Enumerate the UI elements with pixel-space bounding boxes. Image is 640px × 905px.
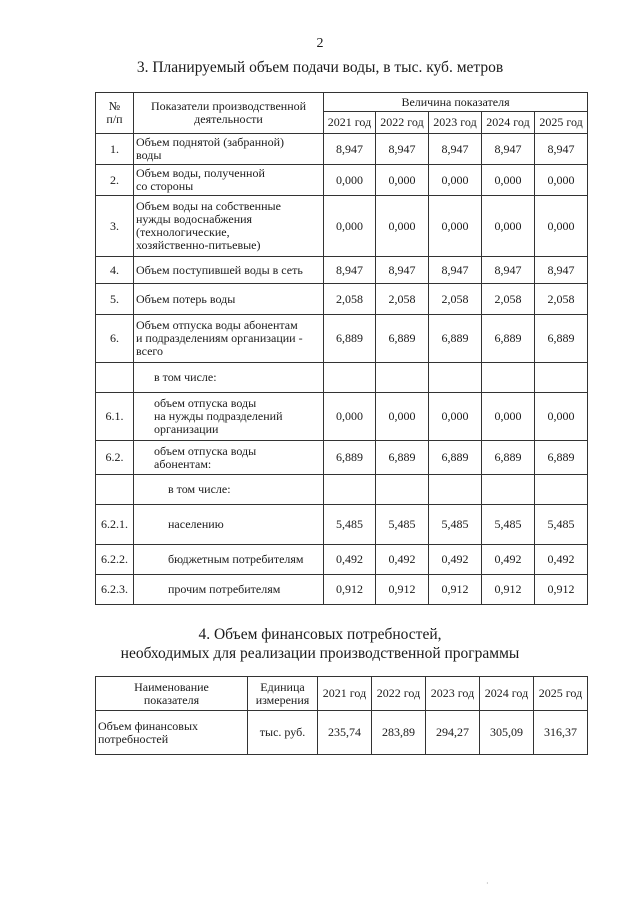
row-value: 6,889 bbox=[535, 441, 588, 475]
table-row bbox=[96, 257, 588, 284]
row-label: объем отпуска воды абонентам: bbox=[134, 441, 324, 475]
table-row bbox=[96, 575, 588, 605]
row-label: Объем воды на собственные нужды водоснабжения (технологические, хозяйственно-питьевые) bbox=[134, 196, 324, 257]
row-value bbox=[429, 475, 482, 505]
year-header: 2025 год bbox=[535, 112, 588, 134]
row-value: 5,485 bbox=[429, 505, 482, 545]
table-row bbox=[96, 315, 588, 363]
row-number: 6.1. bbox=[96, 393, 134, 441]
row-label: объем отпуска воды на нужды подразделений организации bbox=[134, 393, 324, 441]
row-value: 8,947 bbox=[535, 257, 588, 284]
year-header: 2024 год bbox=[482, 112, 535, 134]
row-value: 6,889 bbox=[482, 441, 535, 475]
row-label: бюджетным потребителям bbox=[134, 545, 324, 575]
row-value: 8,947 bbox=[376, 134, 429, 165]
row-value: 6,889 bbox=[376, 315, 429, 363]
row-number: 2. bbox=[96, 165, 134, 196]
table-row bbox=[96, 475, 588, 505]
table-row bbox=[96, 441, 588, 475]
col-unit-header: Единица измерения bbox=[248, 677, 318, 711]
row-value bbox=[324, 363, 376, 393]
year-header: 2024 год bbox=[480, 677, 534, 711]
row-value: 0,000 bbox=[535, 165, 588, 196]
table-row bbox=[96, 393, 588, 441]
row-value: 2,058 bbox=[324, 284, 376, 315]
col-no-header: № п/п bbox=[96, 93, 134, 134]
row-value: 0,912 bbox=[376, 575, 429, 605]
row-label: Объем финансовых потребностей bbox=[96, 711, 248, 755]
header-row bbox=[96, 677, 588, 711]
row-value: 2,058 bbox=[482, 284, 535, 315]
row-value: 305,09 bbox=[480, 711, 534, 755]
row-value bbox=[482, 363, 535, 393]
row-value: 0,000 bbox=[324, 165, 376, 196]
row-label: Объем отпуска воды абонентам и подразделениям организации - всего bbox=[134, 315, 324, 363]
row-value bbox=[535, 363, 588, 393]
row-value: 0,492 bbox=[376, 545, 429, 575]
section-4-title bbox=[0, 625, 640, 663]
row-label: в том числе: bbox=[134, 363, 324, 393]
row-number: 6.2.2. bbox=[96, 545, 134, 575]
row-value: 8,947 bbox=[535, 134, 588, 165]
row-value: 0,912 bbox=[535, 575, 588, 605]
row-value: 0,000 bbox=[535, 393, 588, 441]
row-number: 5. bbox=[96, 284, 134, 315]
year-header: 2022 год bbox=[376, 112, 429, 134]
row-value: 316,37 bbox=[534, 711, 588, 755]
col-name-header: Наименование показателя bbox=[96, 677, 248, 711]
row-value: 0,000 bbox=[535, 196, 588, 257]
row-value: 0,492 bbox=[482, 545, 535, 575]
page-mark: · bbox=[486, 879, 489, 888]
row-value: 0,000 bbox=[482, 393, 535, 441]
row-value: 2,058 bbox=[429, 284, 482, 315]
row-value: 5,485 bbox=[376, 505, 429, 545]
row-label: Объем потерь воды bbox=[134, 284, 324, 315]
year-header: 2023 год bbox=[429, 112, 482, 134]
row-value: 2,058 bbox=[376, 284, 429, 315]
row-value: 0,000 bbox=[429, 196, 482, 257]
row-value: 8,947 bbox=[482, 134, 535, 165]
row-value: 5,485 bbox=[535, 505, 588, 545]
table-row bbox=[96, 545, 588, 575]
row-value bbox=[535, 475, 588, 505]
row-value: 8,947 bbox=[376, 257, 429, 284]
row-value: 8,947 bbox=[429, 257, 482, 284]
row-value bbox=[376, 475, 429, 505]
row-number: 6. bbox=[96, 315, 134, 363]
row-value: 6,889 bbox=[324, 315, 376, 363]
row-number: 6.2.1. bbox=[96, 505, 134, 545]
table-row bbox=[96, 134, 588, 165]
section-4-title-line2: необходимых для реализации производственной программы bbox=[120, 645, 520, 662]
row-value: 8,947 bbox=[324, 257, 376, 284]
year-header: 2025 год bbox=[534, 677, 588, 711]
row-value: 0,000 bbox=[429, 165, 482, 196]
row-value: 6,889 bbox=[324, 441, 376, 475]
financial-needs-table bbox=[95, 676, 588, 755]
row-value: 0,492 bbox=[429, 545, 482, 575]
row-unit: тыс. руб. bbox=[248, 711, 318, 755]
col-value-header: Величина показателя bbox=[324, 93, 588, 112]
row-label: населению bbox=[134, 505, 324, 545]
row-value bbox=[482, 475, 535, 505]
row-value: 0,912 bbox=[429, 575, 482, 605]
table-row bbox=[96, 711, 588, 755]
row-number bbox=[96, 363, 134, 393]
row-value: 0,000 bbox=[376, 393, 429, 441]
row-value: 5,485 bbox=[324, 505, 376, 545]
row-value: 6,889 bbox=[429, 441, 482, 475]
row-label: Объем поступившей воды в сеть bbox=[134, 257, 324, 284]
table-row bbox=[96, 284, 588, 315]
table-row bbox=[96, 505, 588, 545]
row-value: 6,889 bbox=[482, 315, 535, 363]
table-row bbox=[96, 363, 588, 393]
row-value: 0,000 bbox=[429, 393, 482, 441]
year-header: 2021 год bbox=[318, 677, 372, 711]
table-row bbox=[96, 196, 588, 257]
year-header: 2023 год bbox=[426, 677, 480, 711]
row-label: Объем поднятой (забранной) воды bbox=[134, 134, 324, 165]
page-number: 2 bbox=[316, 36, 324, 51]
row-value bbox=[324, 475, 376, 505]
row-value: 0,912 bbox=[324, 575, 376, 605]
row-value: 283,89 bbox=[372, 711, 426, 755]
row-number: 6.2. bbox=[96, 441, 134, 475]
row-value: 8,947 bbox=[429, 134, 482, 165]
row-value: 0,492 bbox=[324, 545, 376, 575]
row-value: 2,058 bbox=[535, 284, 588, 315]
row-value: 235,74 bbox=[318, 711, 372, 755]
row-value: 0,912 bbox=[482, 575, 535, 605]
row-value bbox=[429, 363, 482, 393]
year-header: 2022 год bbox=[372, 677, 426, 711]
row-value: 0,000 bbox=[324, 196, 376, 257]
row-value: 6,889 bbox=[429, 315, 482, 363]
row-number: 3. bbox=[96, 196, 134, 257]
row-value: 0,000 bbox=[376, 165, 429, 196]
row-number bbox=[96, 475, 134, 505]
row-value: 6,889 bbox=[376, 441, 429, 475]
row-value: 0,000 bbox=[324, 393, 376, 441]
row-value: 8,947 bbox=[482, 257, 535, 284]
row-value bbox=[376, 363, 429, 393]
water-supply-table bbox=[95, 92, 588, 605]
row-value: 0,000 bbox=[376, 196, 429, 257]
col-indicator-header: Показатели производственной деятельности bbox=[134, 93, 324, 134]
row-label: в том числе: bbox=[134, 475, 324, 505]
row-number: 4. bbox=[96, 257, 134, 284]
row-label: прочим потребителям bbox=[134, 575, 324, 605]
table-row bbox=[96, 165, 588, 196]
year-header: 2021 год bbox=[324, 112, 376, 134]
row-value: 5,485 bbox=[482, 505, 535, 545]
row-number: 6.2.3. bbox=[96, 575, 134, 605]
row-label: Объем воды, полученной со стороны bbox=[134, 165, 324, 196]
section-4-title-line1: 4. Объем финансовых потребностей, bbox=[198, 626, 442, 643]
row-number: 1. bbox=[96, 134, 134, 165]
row-value: 294,27 bbox=[426, 711, 480, 755]
header-row bbox=[96, 93, 588, 112]
section-3-title: 3. Планируемый объем подачи воды, в тыс. куб. метров bbox=[136, 59, 504, 76]
row-value: 0,492 bbox=[535, 545, 588, 575]
row-value: 0,000 bbox=[482, 196, 535, 257]
row-value: 6,889 bbox=[535, 315, 588, 363]
row-value: 8,947 bbox=[324, 134, 376, 165]
row-value: 0,000 bbox=[482, 165, 535, 196]
